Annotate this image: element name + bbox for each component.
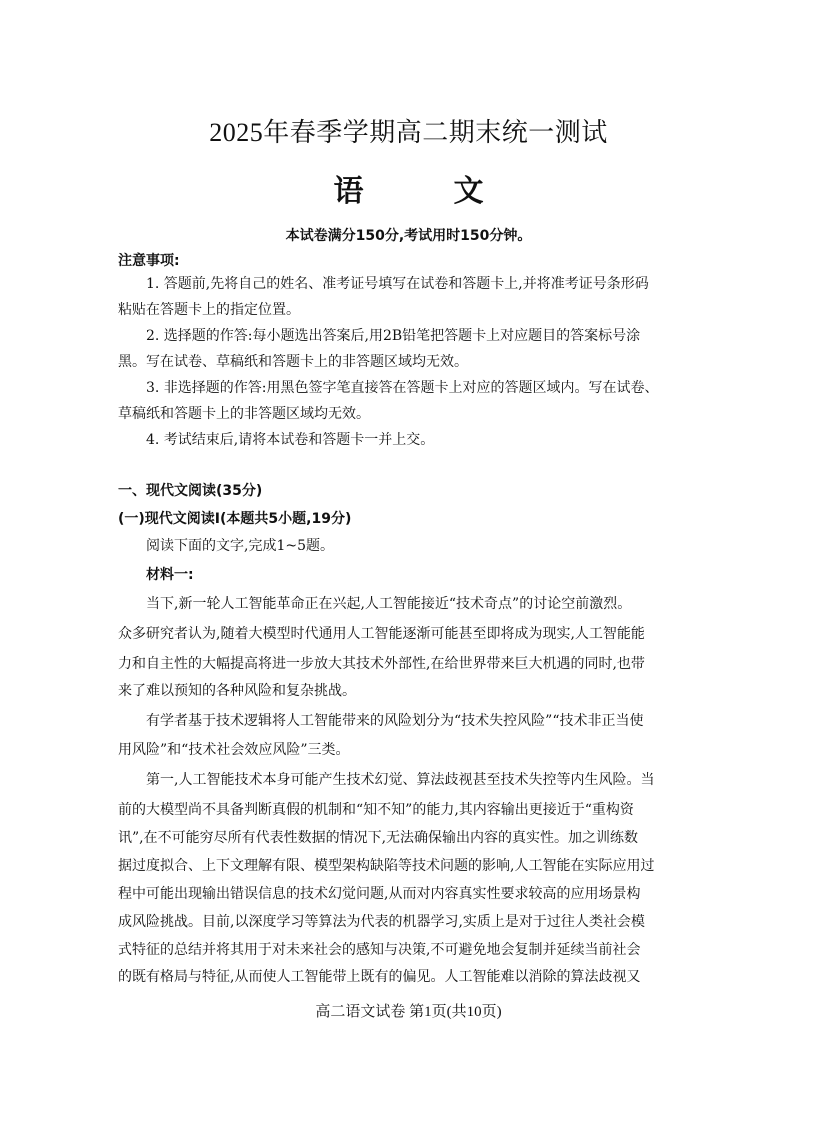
notice-item-2-line-2: 黑。写在试卷、草稿纸和答题卡上的非答题区域均无效。 bbox=[118, 354, 468, 370]
paragraph-3-line-6: 成风险挑战。目前,以深度学习等算法为代表的机器学习,实质上是对于过往人类社会模 bbox=[118, 914, 645, 930]
paragraph-3-line-1: 第一,人工智能技术本身可能产生技术幻觉、算法歧视甚至技术失控等内生风险。当 bbox=[146, 772, 655, 788]
material-label: 材料一: bbox=[146, 567, 194, 583]
paragraph-1-line-1: 当下,新一轮人工智能革命正在兴起,人工智能接近“技术奇点”的讨论空前激烈。 bbox=[146, 596, 632, 612]
paragraph-1-line-3: 力和自主性的大幅提高将进一步放大其技术外部性,在给世界带来巨大机遇的同时,也带 bbox=[118, 656, 645, 672]
notice-heading: 注意事项: bbox=[118, 253, 180, 269]
paragraph-2-line-2: 用风险”和“技术社会效应风险”三类。 bbox=[118, 742, 350, 758]
page-footer: 高二语文试卷 第1页(共10页) bbox=[315, 1004, 502, 1020]
notice-item-1-line-2: 粘贴在答题卡上的指定位置。 bbox=[118, 302, 300, 318]
score-note: 本试卷满分150分,考试用时150分钟。 bbox=[285, 228, 532, 244]
subject-char-1: 语 bbox=[333, 174, 364, 209]
paragraph-3-line-3: 讯”,在不可能穷尽所有代表性数据的情况下,无法确保输出内容的真实性。加之训练数 bbox=[118, 830, 639, 846]
section-heading: 一、现代文阅读(35分) bbox=[118, 483, 263, 499]
notice-item-3-line-2: 草稿纸和答题卡上的非答题区域均无效。 bbox=[118, 406, 370, 422]
reading-instruction: 阅读下面的文字,完成1~5题。 bbox=[146, 538, 334, 554]
notice-item-4-line-1: 4. 考试结束后,请将本试卷和答题卡一并上交。 bbox=[146, 432, 435, 448]
notice-item-2-line-1: 2. 选择题的作答:每小题选出答案后,用2B铅笔把答题卡上对应题目的答案标号涂 bbox=[146, 328, 641, 344]
exam-title: 2025年春季学期高二期末统一测试 bbox=[209, 118, 608, 147]
subject-title bbox=[0, 166, 817, 210]
subsection-heading: (一)现代文阅读Ⅰ(本题共5小题,19分) bbox=[118, 511, 352, 527]
notice-item-1-line-1: 1. 答题前,先将自己的姓名、准考证号填写在试卷和答题卡上,并将准考证号条形码 bbox=[146, 276, 649, 292]
paragraph-3-line-2: 前的大模型尚不具备判断真假的机制和“知不知”的能力,其内容输出更接近于“重构资 bbox=[118, 802, 634, 818]
subject-char-2: 文 bbox=[453, 174, 484, 209]
paragraph-2-line-1: 有学者基于技术逻辑将人工智能带来的风险划分为“技术失控风险”“技术非正当使 bbox=[146, 713, 644, 729]
paragraph-3-line-5: 程中可能出现输出错误信息的技术幻觉问题,从而对内容真实性要求较高的应用场景构 bbox=[118, 886, 641, 902]
paragraph-3-line-4: 据过度拟合、上下文理解有限、模型架构缺陷等技术问题的影响,人工智能在实际应用过 bbox=[118, 858, 655, 874]
paragraph-1-line-2: 众多研究者认为,随着大模型时代通用人工智能逐渐可能甚至即将成为现实,人工智能能 bbox=[118, 626, 645, 642]
paragraph-1-line-4: 来了难以预知的各种风险和复杂挑战。 bbox=[118, 683, 356, 699]
paragraph-3-line-7: 式特征的总结并将其用于对未来社会的感知与决策,不可避免地会复制并延续当前社会 bbox=[118, 942, 641, 958]
paragraph-3-line-8: 的既有格局与特征,从而使人工智能带上既有的偏见。人工智能难以消除的算法歧视又 bbox=[118, 969, 641, 985]
notice-item-3-line-1: 3. 非选择题的作答:用黑色签字笔直接答在答题卡上对应的答题区域内。写在试卷、 bbox=[146, 380, 659, 396]
